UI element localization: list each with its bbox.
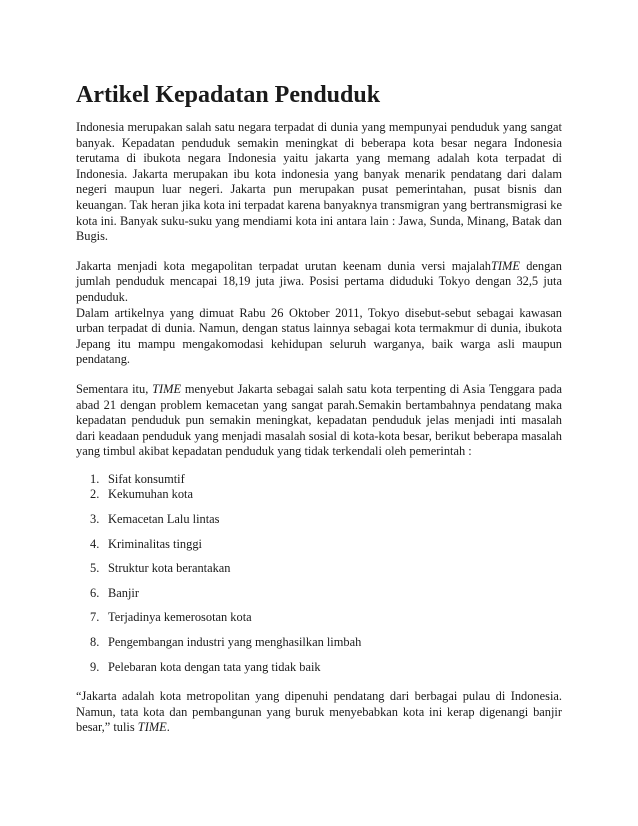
time-magazine-name: TIME: [152, 381, 182, 396]
time-magazine-name: TIME: [491, 258, 520, 273]
list-item-number: 6.: [90, 585, 100, 600]
list-item-text: Sifat konsumtif: [108, 471, 185, 486]
list-item-number: 7.: [90, 610, 100, 625]
problem-list: [76, 472, 562, 675]
list-item-number: 8.: [90, 635, 100, 650]
paragraph-intro: Indonesia merupakan salah satu negara terpadat di dunia yang mempunyai penduduk yang sangat banyak. Kepadatan penduduk semakin meningkat di beberapa kota besar negara Indonesia terutama di ibukota negara Indonesia yaitu jakarta yang memang adalah kota terpadat di Indonesia. Jakarta merupakan ibu kota indonesia yang banyak menarik pendatang dari dalam negeri maupun luar negeri. Jakarta pun merupakan pusat pemerintahan, pusat bisnis dan keuangan. Tak heran jika kota ini terpadat karena banyaknya transmigran yang bertransmigrasi ke kota ini. Banyak suku-suku yang mendiami kota ini antara lain : Jawa, Sunda, Minang, Batak dan Bugis.: [76, 120, 562, 244]
list-item-text: Pengembangan industri yang menghasilkan limbah: [108, 635, 362, 650]
list-item: [76, 487, 562, 503]
list-item: [76, 512, 562, 528]
list-item: [76, 472, 562, 488]
list-item: [76, 635, 562, 651]
paragraph-tokyo: Dalam artikelnya yang dimuat Rabu 26 Oktober 2011, Tokyo disebut-sebut sebagai kawasan urban terpadat di dunia. Namun, dengan status lainnya sebagai kota termakmur di dunia, ibukota Jepang itu mampu mengakomodasi kehidupan seluruh warganya, baik warga asli maupun pendatang.: [76, 305, 562, 367]
list-item-text: Banjir: [108, 585, 139, 600]
paragraph-megapolitan-text-2: dengan jumlah penduduk mencapai 18,19 juta jiwa. Posisi pertama diduduki Tokyo dengan 32,5 juta penduduk.: [76, 258, 562, 304]
list-item-text: Kekumuhan kota: [108, 487, 193, 502]
time-magazine-name: TIME: [137, 720, 167, 735]
list-item-number: 3.: [90, 512, 100, 527]
list-item-number: 2.: [90, 487, 100, 502]
list-item-text: Pelebaran kota dengan tata yang tidak baik: [108, 659, 321, 674]
paragraph-gap: [76, 675, 562, 689]
paragraph-problems: [76, 382, 562, 460]
paragraph-quote-text-1: “Jakarta adalah kota metropolitan yang dipenuhi pendatang dari berbagai pulau di Indonesia. Namun, tata kota dan pembangunan yang buruk menyebabkan kota ini kerap digenangi banjir besar,” tulis: [76, 689, 562, 735]
list-item-text: Terjadinya kemerosotan kota: [108, 610, 252, 625]
list-item-number: 1.: [90, 471, 100, 486]
list-item-text: Kriminalitas tinggi: [108, 536, 202, 551]
paragraph-problems-text-2: menyebut Jakarta sebagai salah satu kota terpenting di Asia Tenggara pada abad 21 dengan problem kemacetan yang sangat parah.Semakin bertambahnya pendatang maka kepadatan penduduk pun semakin meningkat, kepadatan penduduk jelas menjadi inti masalah dari keadaan penduduk yang menjadi masalah sosial di kota-kota besar, berikut beberapa masalah yang timbul akibat kepadatan penduduk yang tidak terkendali oleh pemerintah :: [76, 381, 563, 459]
paragraph-gap: [76, 368, 562, 382]
list-item-text: Struktur kota berantakan: [108, 561, 231, 576]
list-item: [76, 660, 562, 676]
paragraph-quote: [76, 689, 562, 736]
article-title: Artikel Kepadatan Penduduk: [76, 82, 381, 108]
list-item: [76, 610, 562, 626]
paragraph-problems-text-1: Sementara itu,: [76, 381, 153, 396]
paragraph-gap: [76, 245, 562, 259]
list-item: [76, 537, 562, 553]
list-item-text: Kemacetan Lalu lintas: [108, 512, 220, 527]
document-page: [76, 80, 562, 736]
list-gap: [76, 460, 562, 472]
paragraph-megapolitan-text-1: Jakarta menjadi kota megapolitan terpadat urutan keenam dunia versi majalah: [76, 258, 491, 273]
list-item: [76, 561, 562, 577]
list-item-number: 5.: [90, 561, 100, 576]
list-item: [76, 586, 562, 602]
list-item-number: 4.: [90, 536, 100, 551]
list-item-number: 9.: [90, 659, 100, 674]
paragraph-megapolitan: [76, 259, 562, 306]
paragraph-quote-text-2: .: [166, 720, 170, 735]
